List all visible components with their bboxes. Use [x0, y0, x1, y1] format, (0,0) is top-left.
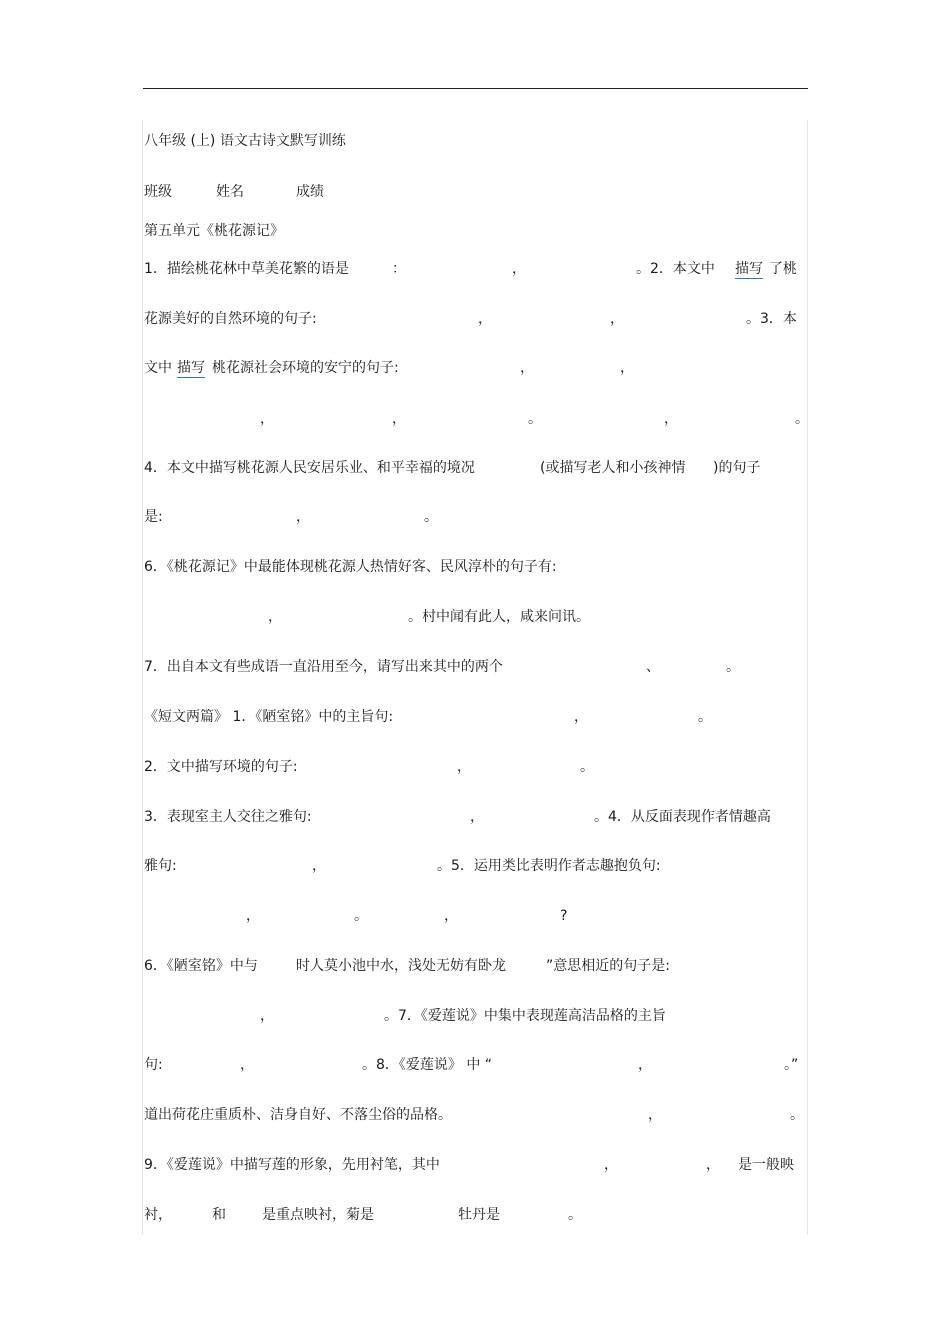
punct: 。: [354, 908, 368, 924]
short-q5: 。5．运用类比表明作者志趣抱负句:: [437, 858, 661, 874]
punct: 。”: [784, 1057, 799, 1073]
punct: 。: [790, 1107, 804, 1123]
punct: ，: [574, 709, 588, 725]
q3-text-cont: 文中: [144, 360, 172, 376]
short-q7-cont: 句:: [144, 1057, 163, 1073]
punct: ，: [706, 1157, 720, 1173]
punct: ，: [246, 908, 260, 924]
q3-text-cont2: 桃花源社会环境的安宁的句子:: [212, 360, 399, 376]
punct: ，: [260, 1008, 274, 1024]
punct: 。: [528, 411, 542, 427]
q4-text-tail: )的句子: [713, 460, 761, 476]
class-label: 班级: [144, 184, 172, 200]
short-q9-and: 和: [212, 1207, 226, 1223]
name-label: 姓名: [216, 184, 244, 200]
punct: ，: [648, 1107, 662, 1123]
punct: 。: [424, 509, 438, 525]
punct: ，: [457, 759, 471, 775]
q6-text-tail: 。村中闻有此人，咸来问讯。: [408, 609, 590, 625]
right-margin-line: [807, 120, 808, 1235]
short-q9-cont: 衬，: [144, 1207, 172, 1223]
q4-text: 4．本文中描写桃花源人民安居乐业、和平幸福的境况: [144, 460, 475, 476]
punct: ，: [312, 858, 326, 874]
short-q9-tail: 是一般映: [738, 1157, 794, 1173]
short-q4: 。4．从反面表现作者情趣高: [594, 809, 771, 825]
short-q9-mid: 是重点映衬，菊是: [262, 1207, 374, 1223]
punct: 。: [795, 411, 809, 427]
short-q9: 9．《爱莲说》中描写莲的形象，先用衬笔，其中: [144, 1157, 440, 1173]
q4-text-cont: 是:: [144, 509, 163, 525]
punct: 。: [726, 659, 740, 675]
punct: ，: [604, 1157, 618, 1173]
punct: ，: [664, 411, 678, 427]
unit-title: 第五单元《桃花源记》: [144, 223, 284, 239]
left-margin-line: [142, 120, 143, 1235]
short-q6: 6．《陋室铭》中与: [144, 958, 258, 974]
punct: ：: [392, 261, 406, 277]
short-q7: 。7．《爱莲说》中集中表现莲高洁品格的主旨: [384, 1008, 666, 1024]
q2-text-cont: 花源美好的自然环境的句子:: [144, 311, 317, 327]
punct: ，: [512, 261, 526, 277]
punct: ，: [240, 1057, 254, 1073]
punct: ，: [392, 411, 406, 427]
punct: ，: [520, 360, 534, 376]
punct: ，: [296, 509, 310, 525]
q4-text-paren: (或描写老人和小孩神情: [540, 460, 686, 476]
short-q6-quote: 时人莫小池中水，浅处无妨有卧龙: [296, 958, 506, 974]
underlined-word: 描写: [735, 261, 763, 277]
punct: ，: [444, 908, 458, 924]
short-texts-q1: 《短文两篇》 1．《陋室铭》中的主旨句:: [144, 709, 394, 725]
q1-text: 1．描绘桃花林中草美花繁的语是: [144, 261, 349, 277]
punct: 、: [646, 659, 660, 675]
punct: ，: [478, 311, 492, 327]
punct: ，: [260, 411, 274, 427]
short-q4-cont: 雅句:: [144, 858, 177, 874]
short-q9-peony: 牡丹是: [458, 1207, 500, 1223]
punct: ，: [638, 1057, 652, 1073]
punct: ?: [560, 908, 568, 924]
underlined-word: 描写: [177, 360, 205, 376]
q7-text: 7．出自本文有些成语一直沿用至今，请写出来其中的两个: [144, 659, 503, 675]
top-rule: [143, 88, 808, 89]
worksheet-title: 八年级 (上) 语文古诗文默写训练: [144, 133, 346, 149]
short-q6-tail: ”意思相近的句子是:: [546, 958, 670, 974]
punct: 。: [698, 709, 712, 725]
score-label: 成绩: [296, 184, 324, 200]
punct: ，: [620, 360, 634, 376]
q6-text: 6．《桃花源记》中最能体现桃花源人热情好客、民风淳朴的句子有:: [144, 559, 557, 575]
short-q8-cont: 道出荷花庄重质朴、洁身自好、不落尘俗的品格。: [144, 1107, 452, 1123]
punct: ，: [470, 809, 484, 825]
q3-text: 。3．本: [746, 311, 797, 327]
short-q3: 3．表现室主人交往之雅句:: [144, 809, 312, 825]
q2-text: 。2．本文中: [636, 261, 715, 277]
punct: 。: [580, 759, 594, 775]
short-q8: 。8．《爱莲说》 中 “: [362, 1057, 493, 1073]
short-q2: 2．文中描写环境的句子:: [144, 759, 298, 775]
punct: ，: [268, 609, 282, 625]
q2-text-tail: 了桃: [769, 261, 797, 277]
punct: 。: [568, 1207, 582, 1223]
punct: ，: [610, 311, 624, 327]
